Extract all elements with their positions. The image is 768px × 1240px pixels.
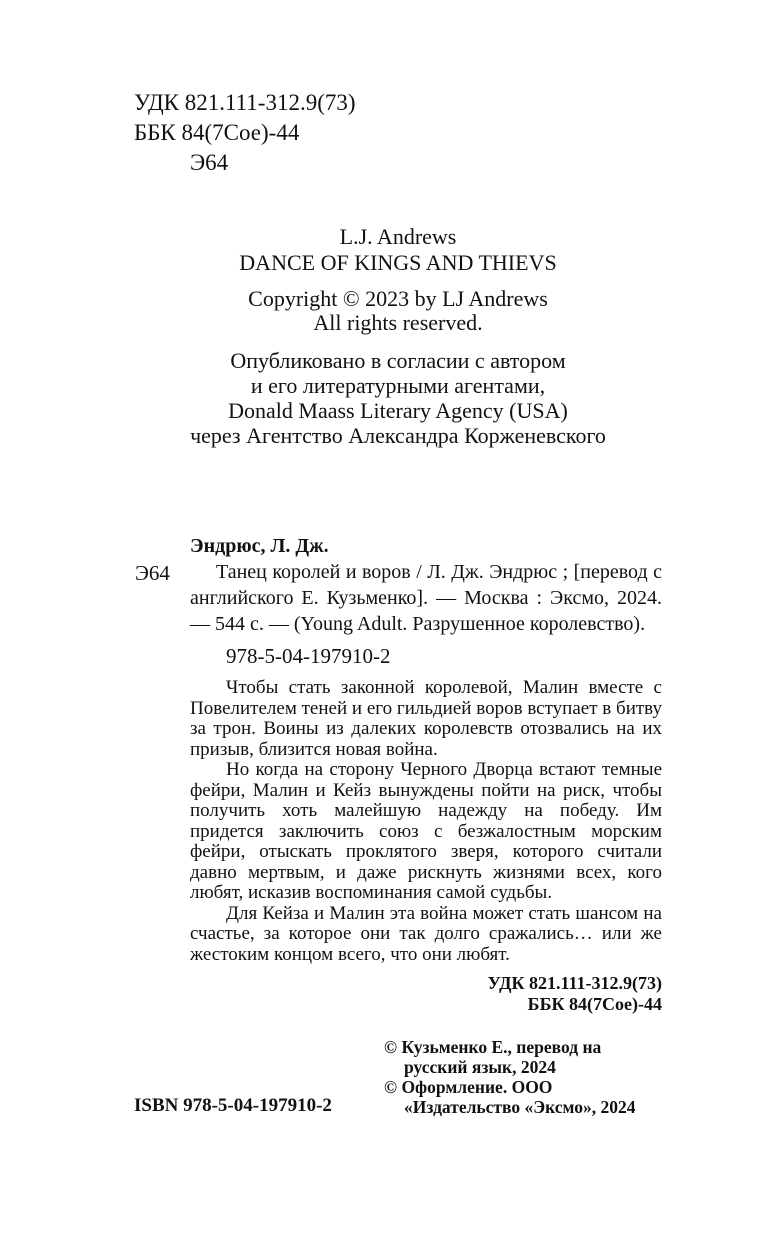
rights-line: All rights reserved. [313, 310, 483, 335]
author-sign-card: Э64 [135, 561, 170, 585]
annotation [190, 678, 662, 965]
agency-line-4: через Агентство Александра Корженевского [190, 423, 606, 448]
original-title: DANCE OF KINGS AND THIEVS [239, 250, 557, 275]
agency-line-1: Опубликовано в согласии с автором [230, 348, 566, 373]
credit-translation: © Кузьменко Е., перевод на русский язык, 2024 [384, 1037, 602, 1077]
original-author: L.J. Andrews [339, 224, 457, 249]
catalog-card-author: Эндрюс, Л. Дж. [190, 535, 329, 557]
udk-code-bottom: УДК 821.111-312.9(73) [487, 973, 662, 993]
annotation-paragraph-2: Но когда на сторону Черного Дворца встают темные фейри, Малин и Кейз вынуждены пойти на риск, чтобы получить хоть малейшую надежду на победу. Им придется заключить союз с безжалостным морским фейри, отыскать проклятого зверя, которого считали давно мертвым, и даже рискнуть жизнями всех, кого любят, исказив воспоминания самой судьбы. [190, 759, 662, 903]
classification-codes-bottom [134, 973, 662, 1015]
udk-code-top: УДК 821.111-312.9(73) [134, 90, 356, 115]
agency-line-2: и его литературными агентами, [250, 373, 546, 398]
catalog-card [135, 533, 662, 637]
copyright-line: Copyright © 2023 by LJ Andrews [248, 286, 548, 311]
isbn-number: 978-5-04-197910-2 [226, 644, 391, 668]
bbk-code-top: ББК 84(7Сое)-44 [134, 120, 300, 145]
bbk-code-bottom: ББК 84(7Сое)-44 [527, 994, 662, 1014]
copyright-credits [384, 1037, 662, 1117]
classification-codes-top [134, 88, 662, 178]
agency-line-3: Donald Maass Literary Agency (USA) [228, 398, 568, 423]
copyright-block [134, 287, 662, 335]
credit-design: © Оформление. ООО «Издательство «Эксмо», 2024 [384, 1077, 636, 1117]
annotation-paragraph-1: Чтобы стать законной королевой, Малин вместе с Повелителем теней и его гильдией воров вступает в битву за трон. Воины из далеких королевств отозвались на их призыв, близится новая война. [190, 677, 662, 760]
isbn-line: ISBN 978-5-04-197910-2 [134, 1095, 332, 1116]
catalog-card-entry: Танец королей и воров / Л. Дж. Эндрюс ; [перевод с английского Е. Кузьменко]. — Москва : Эксмо, 2024. — 544 с. — (Young Adult. Разрушенное королевство). [190, 561, 662, 635]
imprint-row [134, 1037, 662, 1117]
agency-block [134, 348, 662, 448]
title-block [134, 224, 662, 448]
annotation-paragraph-3: Для Кейза и Малин эта война может стать шансом на счастье, за которое они так долго сражались… или же жестоким концом всего, что они любят. [190, 902, 662, 965]
author-sign-top: Э64 [190, 150, 229, 175]
